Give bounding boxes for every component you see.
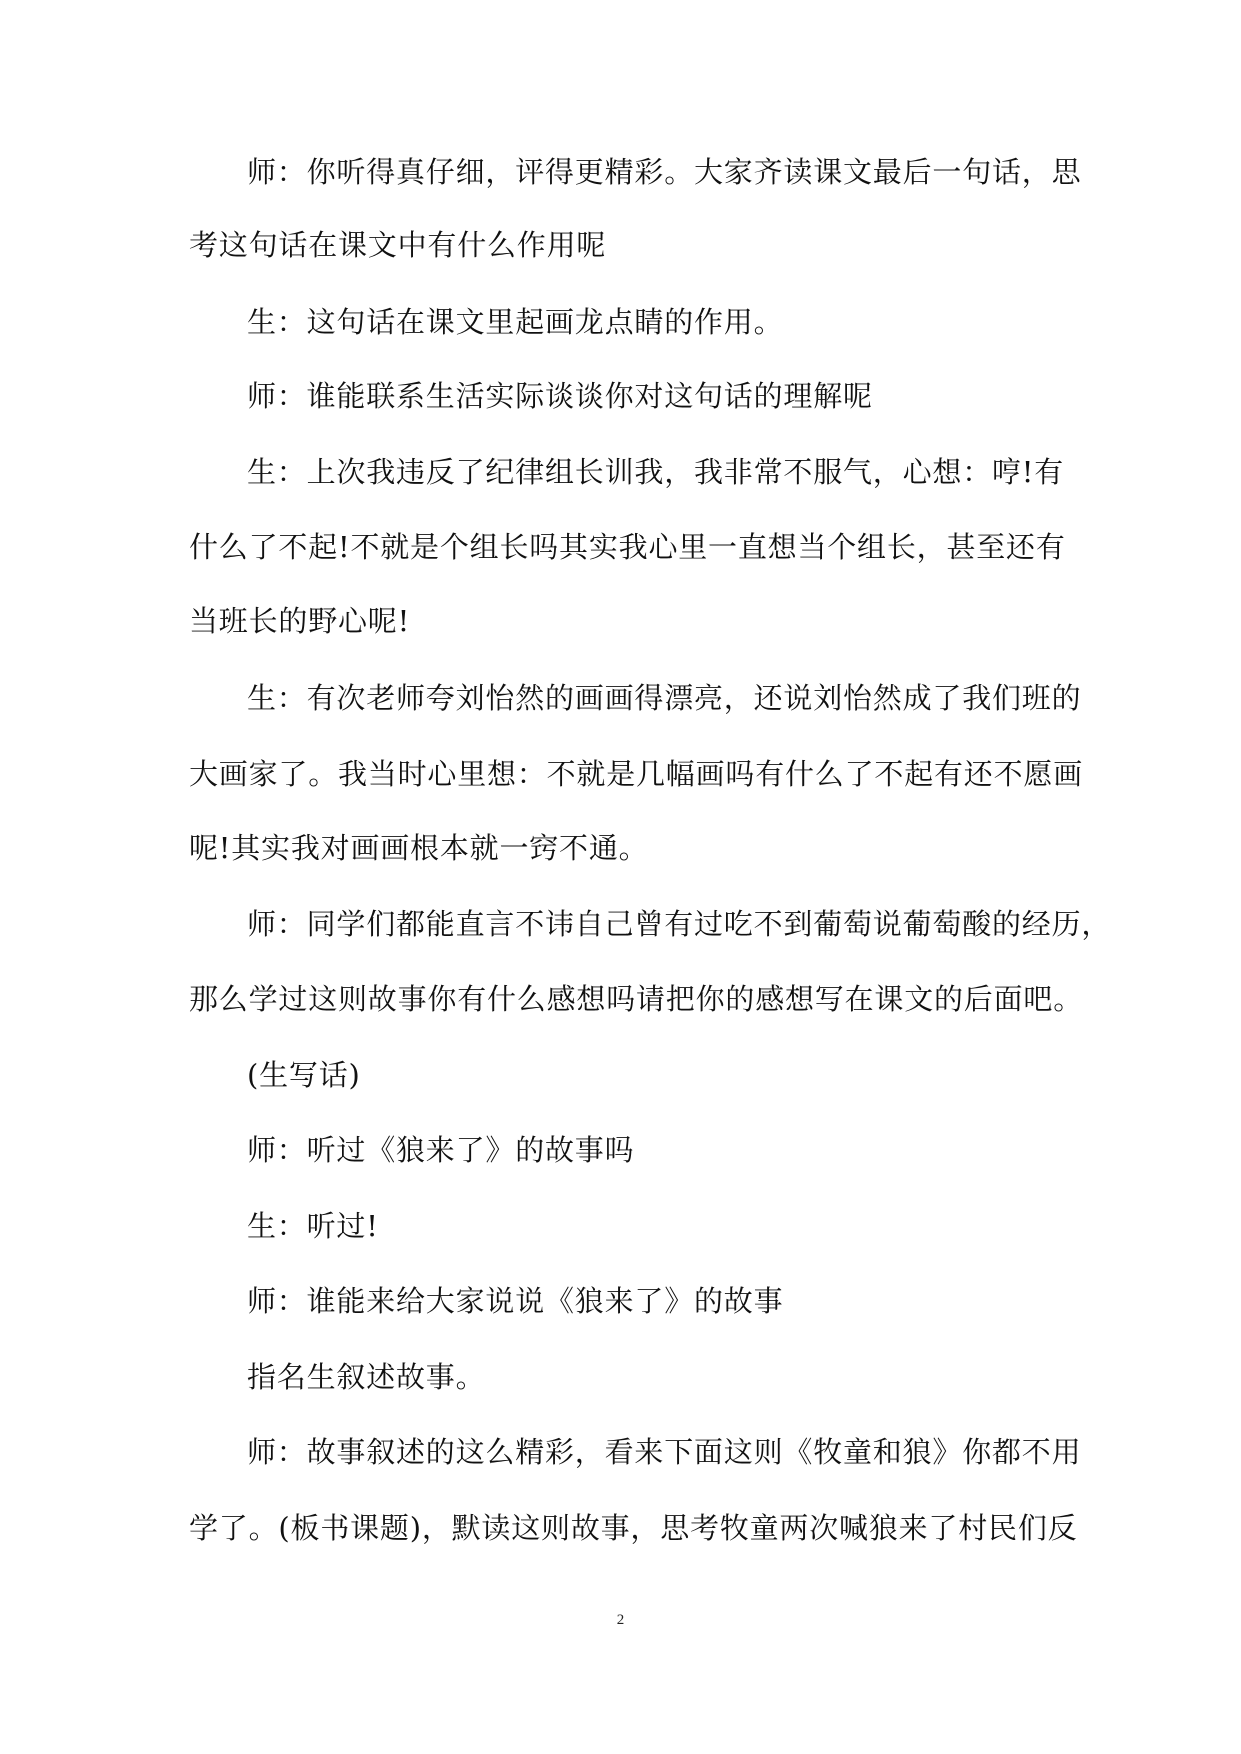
paragraph-line: 生：这句话在课文里起画龙点睛的作用。	[247, 305, 784, 339]
paragraph-line: 师：听过《狼来了》的故事吗	[247, 1133, 635, 1167]
paragraph-line: 指名生叙述故事。	[247, 1360, 486, 1394]
paragraph-line: 那么学过这则故事你有什么感想吗请把你的感想写在课文的后面吧。	[189, 982, 1084, 1016]
paragraph-line: (生写话)	[247, 1058, 361, 1092]
paragraph-line: 生：听过!	[247, 1209, 379, 1243]
paragraph-line: 师：你听得真仔细，评得更精彩。大家齐读课文最后一句话，思	[247, 155, 1082, 189]
paragraph-line: 师：谁能联系生活实际谈谈你对这句话的理解呢	[247, 379, 873, 413]
paragraph-line: 生：上次我违反了纪律组长训我，我非常不服气，心想：哼!有	[247, 455, 1065, 489]
paragraph-line: 师：同学们都能直言不讳自己曾有过吃不到葡萄说葡萄酸的经历，	[247, 907, 1112, 941]
paragraph-line: 大画家了。我当时心里想：不就是几幅画吗有什么了不起有还不愿画	[189, 757, 1084, 791]
paragraph-line: 师：谁能来给大家说说《狼来了》的故事	[247, 1284, 784, 1318]
paragraph-line: 生：有次老师夸刘怡然的画画得漂亮，还说刘怡然成了我们班的	[247, 681, 1082, 715]
paragraph-line: 什么了不起!不就是个组长吗其实我心里一直想当个组长，甚至还有	[189, 530, 1066, 564]
paragraph-line: 呢!其实我对画画根本就一窍不通。	[189, 831, 649, 865]
paragraph-line: 考这句话在课文中有什么作用呢	[189, 228, 607, 262]
paragraph-line: 学了。(板书课题)，默读这则故事，思考牧童两次喊狼来了村民们反	[189, 1511, 1078, 1545]
paragraph-line: 当班长的野心呢!	[189, 604, 411, 638]
page-number: 2	[616, 1612, 625, 1628]
paragraph-line: 师：故事叙述的这么精彩，看来下面这则《牧童和狼》你都不用	[247, 1435, 1082, 1469]
